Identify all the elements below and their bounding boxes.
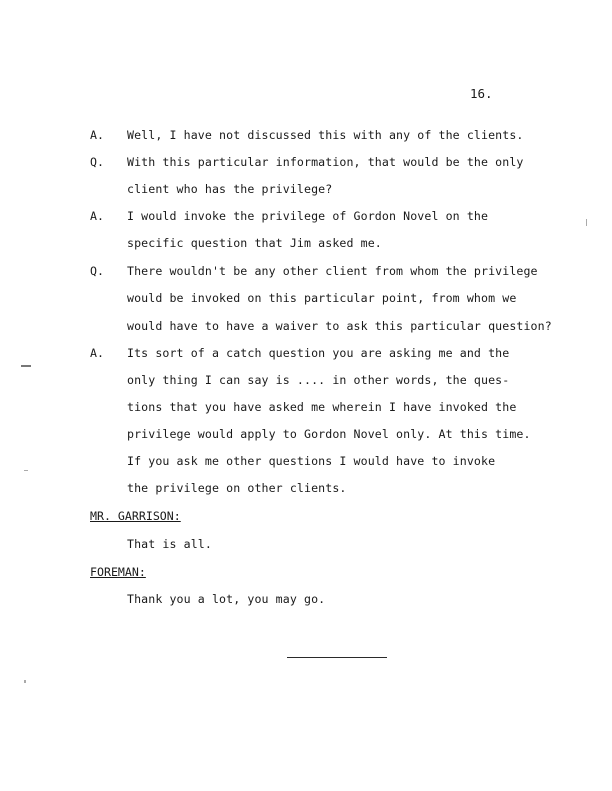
scan-mark: [24, 680, 26, 683]
answer-label: A.: [90, 346, 104, 360]
speaker-name: MR. GARRISON:: [90, 509, 181, 523]
text-line: tions that you have asked me wherein I have invoked the: [127, 400, 517, 414]
question-label: Q.: [90, 264, 104, 278]
text-line: client who has the privilege?: [127, 182, 333, 196]
speaker-line: Thank you a lot, you may go.: [127, 592, 326, 606]
question-label: Q.: [90, 155, 104, 169]
speaker-line: That is all.: [127, 537, 212, 551]
text-line: privilege would apply to Gordon Novel only. At this time.: [127, 427, 531, 441]
text-line: only thing I can say is .... in other words, the ques-: [127, 373, 510, 387]
text-line: would be invoked on this particular point, from whom we: [127, 291, 517, 305]
text-line: There wouldn't be any other client from whom the privilege: [127, 264, 538, 278]
text-line: I would invoke the privilege of Gordon Novel on the: [127, 209, 489, 223]
scan-mark: [21, 365, 31, 367]
scan-mark: [586, 219, 587, 226]
text-line: would have to have a waiver to ask this particular question?: [127, 319, 552, 333]
text-line: With this particular information, that would be the only: [127, 155, 524, 169]
page-number: 16.: [470, 86, 493, 101]
text-line: Well, I have not discussed this with any of the clients.: [127, 128, 524, 142]
scan-mark: [24, 470, 28, 471]
answer-label: A.: [90, 209, 104, 223]
text-line: Its sort of a catch question you are asking me and the: [127, 346, 510, 360]
text-line: the privilege on other clients.: [127, 481, 347, 495]
text-line: specific question that Jim asked me.: [127, 236, 382, 250]
answer-label: A.: [90, 128, 104, 142]
end-rule: [287, 657, 387, 658]
speaker-name: FOREMAN:: [90, 565, 146, 579]
text-line: If you ask me other questions I would have to invoke: [127, 454, 496, 468]
